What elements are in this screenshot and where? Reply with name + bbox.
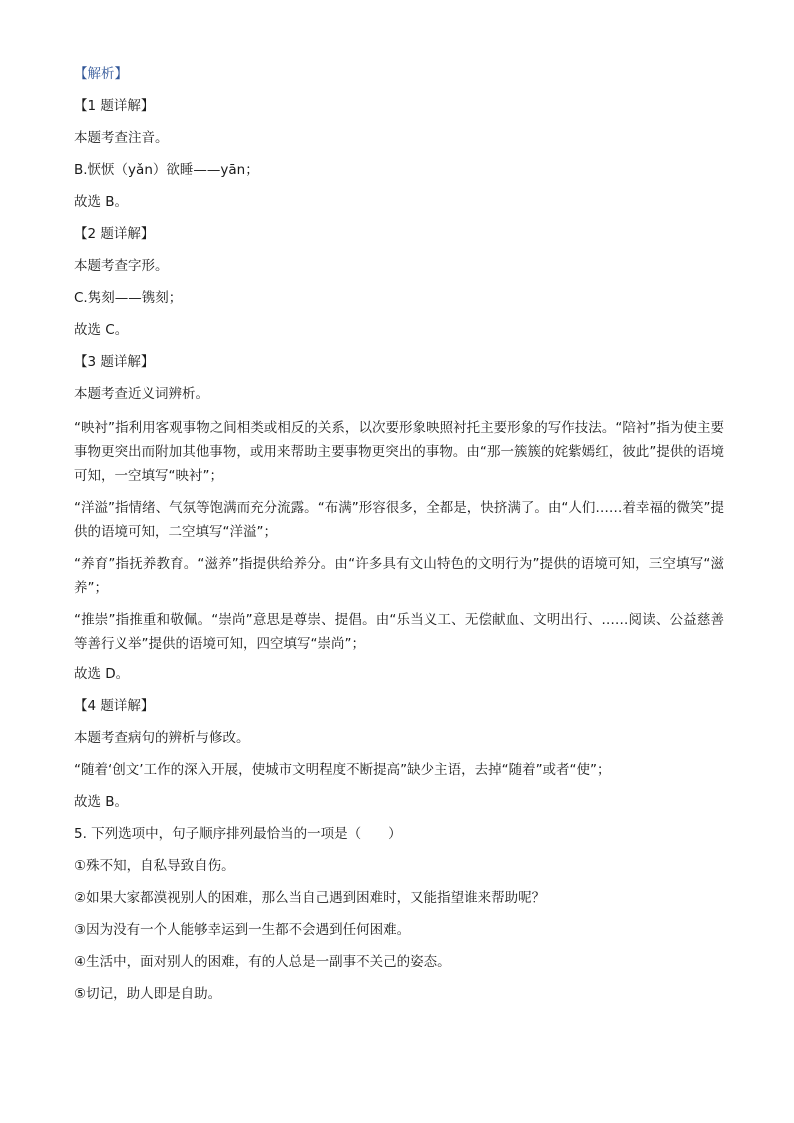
section-text: 故选 C。: [74, 322, 129, 338]
section-text: 故选 D。: [74, 666, 130, 682]
section-text: 本题考查注音。: [74, 130, 169, 146]
question-option: ③因为没有一个人能够幸运到一生都不会遇到任何困难。: [74, 922, 411, 938]
section-text: 本题考查字形。: [74, 258, 169, 274]
question-stem: 5. 下列选项中，句子顺序排列最恰当的一项是（ ）: [74, 826, 402, 842]
section-paragraph: “映衬”指利用客观事物之间相类或相反的关系，以次要形象映照衬托主要形象的写作技法。“陪衬”指为使主要事物更突出而附加其他事物，或用来帮助主要事物更突出的事物。由“那一簇簇的姹紫嫣红，彼此”提供的语境可知，一空填写“映衬”；: [74, 420, 724, 484]
question-option: ②如果大家都漠视别人的困难，那么当自己遇到困难时，又能指望谁来帮助呢？: [74, 890, 546, 906]
section-paragraph: “洋溢”指情绪、气氛等饱满而充分流露。“布满”形容很多，全都是，快挤满了。由“人们……着幸福的微笑”提供的语境可知，二空填写“洋溢”；: [74, 500, 724, 540]
section-heading: 【2 题详解】: [74, 226, 155, 242]
section-text: 故选 B。: [74, 194, 129, 210]
question-option: ①殊不知，自私导致自伤。: [74, 858, 235, 874]
section-text: 故选 B。: [74, 794, 129, 810]
section-heading: 【3 题详解】: [74, 354, 155, 370]
analysis-label: 【解析】: [74, 66, 128, 82]
question-option: ⑤切记，助人即是自助。: [74, 986, 222, 1002]
section-text: C.隽刻——镌刻；: [74, 290, 183, 306]
section-text: B.恹恹（yǎn）欲睡——yān；: [74, 162, 259, 178]
section-paragraph: “推崇”指推重和敬佩。“崇尚”意思是尊崇、提倡。由“乐当义工、无偿献血、文明出行、……阅读、公益慈善等善行义举”提供的语境可知，四空填写“崇尚”；: [74, 612, 724, 652]
section-text: 本题考查近义词辨析。: [74, 386, 209, 402]
section-heading: 【1 题详解】: [74, 98, 155, 114]
question-option: ④生活中，面对别人的困难，有的人总是一副事不关己的姿态。: [74, 954, 451, 970]
section-paragraph: “养育”指抚养教育。“滋养”指提供给养分。由“许多具有文山特色的文明行为”提供的语境可知，三空填写“滋养”；: [74, 556, 724, 596]
section-text: 本题考查病句的辨析与修改。: [74, 730, 250, 746]
document-content: [74, 64, 724, 1016]
section-heading: 【4 题详解】: [74, 698, 155, 714]
section-text: “随着‘创文’工作的深入开展，使城市文明程度不断提高”缺少主语，去掉“随着”或者“使”；: [74, 762, 611, 778]
